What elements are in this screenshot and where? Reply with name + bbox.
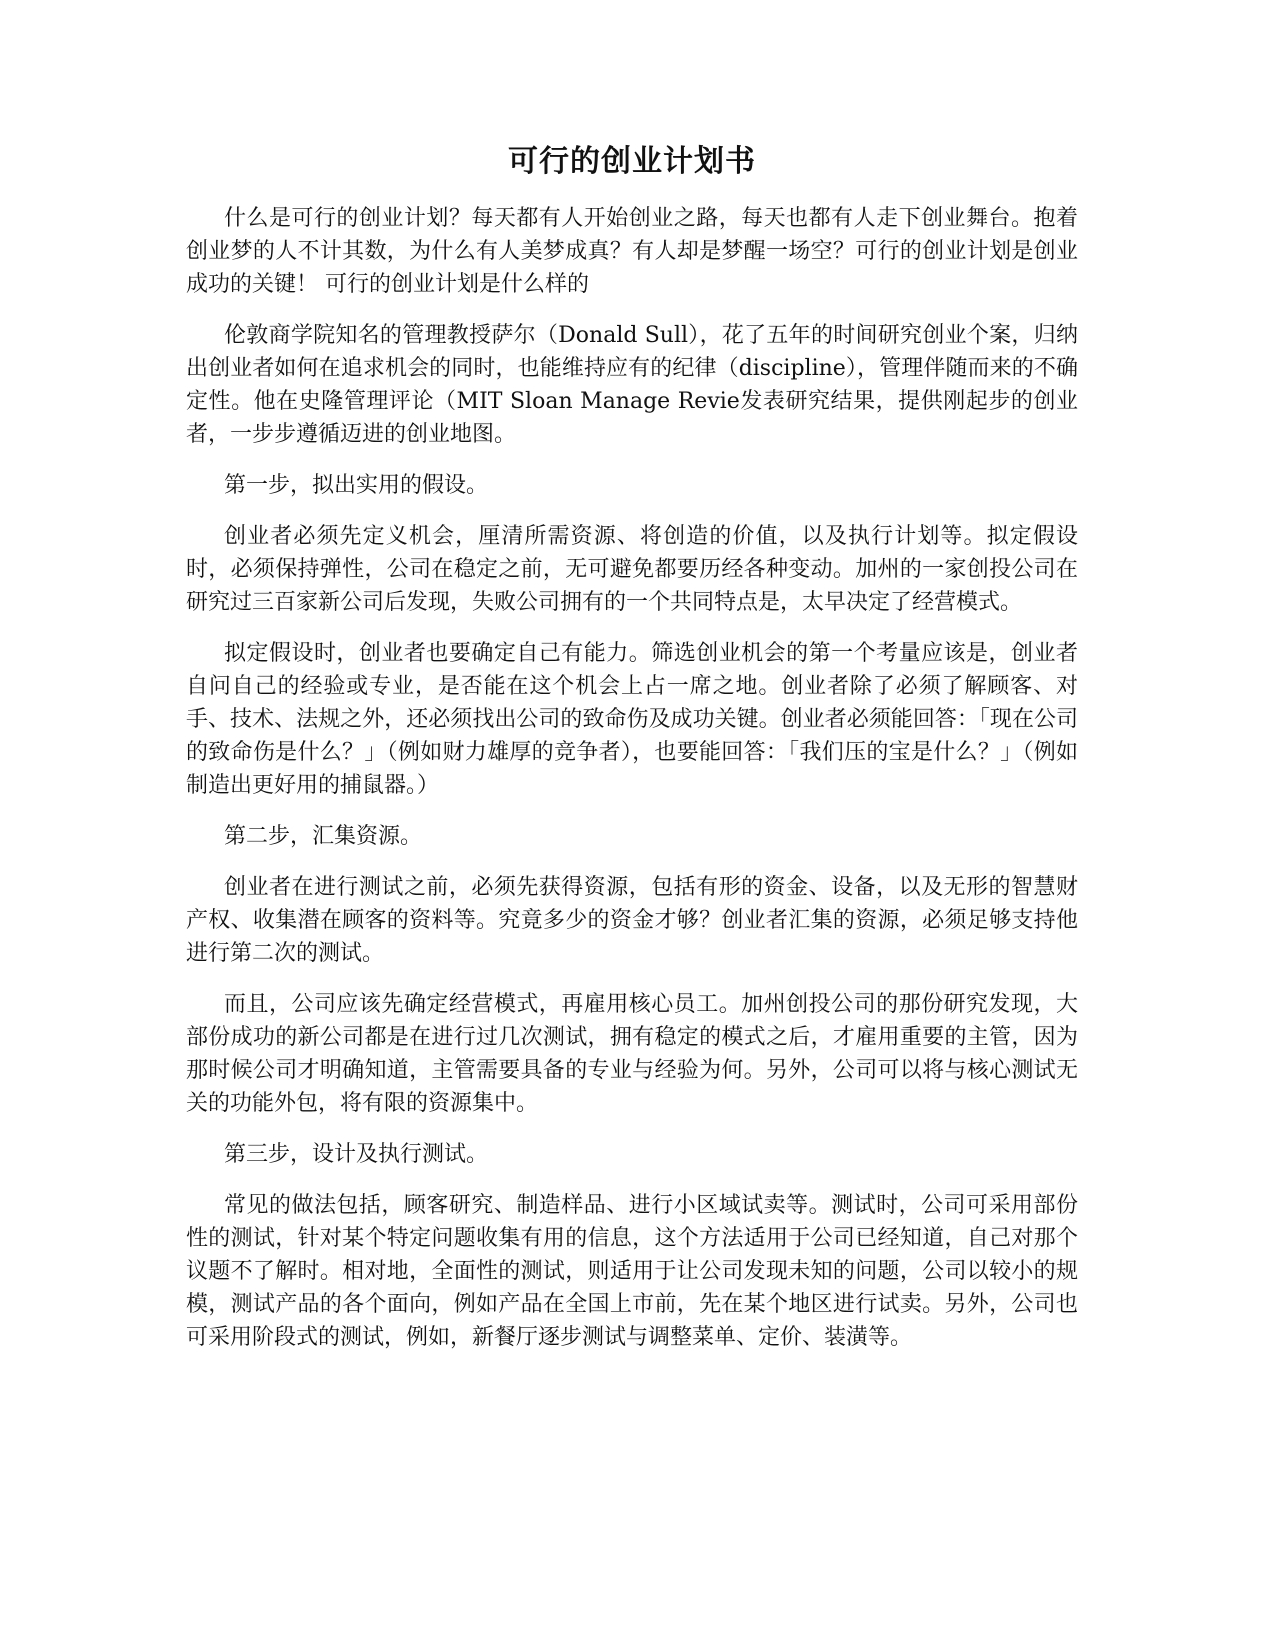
step-one-heading: 第一步，拟出实用的假设。 [224,473,489,498]
step-two-heading: 第二步，汇集资源。 [224,824,423,849]
document-title: 可行的创业计划书 [508,144,756,179]
paragraph-hiring: 而且，公司应该先确定经营模式，再雇用核心员工。加州创投公司的那份研究发现，大部份成功的新公司都是在进行过几次测试，拥有稳定的模式之后，才雇用重要的主管，因为那时候公司才明确知道，主管需要具备的专业与经验为何。另外，公司可以将与核心测试无关的功能外包，将有限的资源集中。 [186,992,1078,1116]
paragraph-define-opportunity: 创业者必须先定义机会，厘清所需资源、将创造的价值，以及执行计划等。拟定假设时，必须保持弹性，公司在稳定之前，无可避免都要历经各种变动。加州的一家创投公司在研究过三百家新公司后发现，失败公司拥有的一个共同特点是，太早决定了经营模式。 [186,524,1078,615]
paragraph-research-background: 伦敦商学院知名的管理教授萨尔（Donald Sull），花了五年的时间研究创业个案，归纳出创业者如何在追求机会的同时，也能维持应有的纪律（discipline），管理伴随而来的不确定性。他在史隆管理评论（MIT Sloan Manage Revie发表研究结果，提供刚起步的创业者，一步步遵循迈进的创业地图。 [186,323,1078,447]
paragraph-intro: 什么是可行的创业计划？每天都有人开始创业之路，每天也都有人走下创业舞台。抱着创业梦的人不计其数，为什么有人美梦成真？有人却是梦醒一场空？可行的创业计划是创业成功的关键！ 可行的创业计划是什么样的 [186,206,1078,297]
paragraph-gather-resources: 创业者在进行测试之前，必须先获得资源，包括有形的资金、设备，以及无形的智慧财产权、收集潜在顾客的资料等。究竟多少的资金才够？创业者汇集的资源，必须足够支持他进行第二次的测试。 [186,875,1078,966]
paragraph-testing-methods: 常见的做法包括，顾客研究、制造样品、进行小区域试卖等。测试时，公司可采用部份性的测试，针对某个特定问题收集有用的信息，这个方法适用于公司已经知道，自己对那个议题不了解时。相对地，全面性的测试，则适用于让公司发现未知的问题，公司以较小的规模，测试产品的各个面向，例如产品在全国上市前，先在某个地区进行试卖。另外，公司也可采用阶段式的测试，例如，新餐厅逐步测试与调整菜单、定价、装潢等。 [186,1193,1078,1350]
step-three-heading: 第三步，设计及执行测试。 [224,1142,489,1167]
document-page [186,140,1078,1372]
paragraph-confirm-ability: 拟定假设时，创业者也要确定自己有能力。筛选创业机会的第一个考量应该是，创业者自问自己的经验或专业，是否能在这个机会上占一席之地。创业者除了必须了解顾客、对手、技术、法规之外，还必须找出公司的致命伤及成功关键。创业者必须能回答：「现在公司的致命伤是什么？」（例如财力雄厚的竞争者），也要能回答：「我们压的宝是什么？」（例如制造出更好用的捕鼠器。） [186,641,1078,798]
